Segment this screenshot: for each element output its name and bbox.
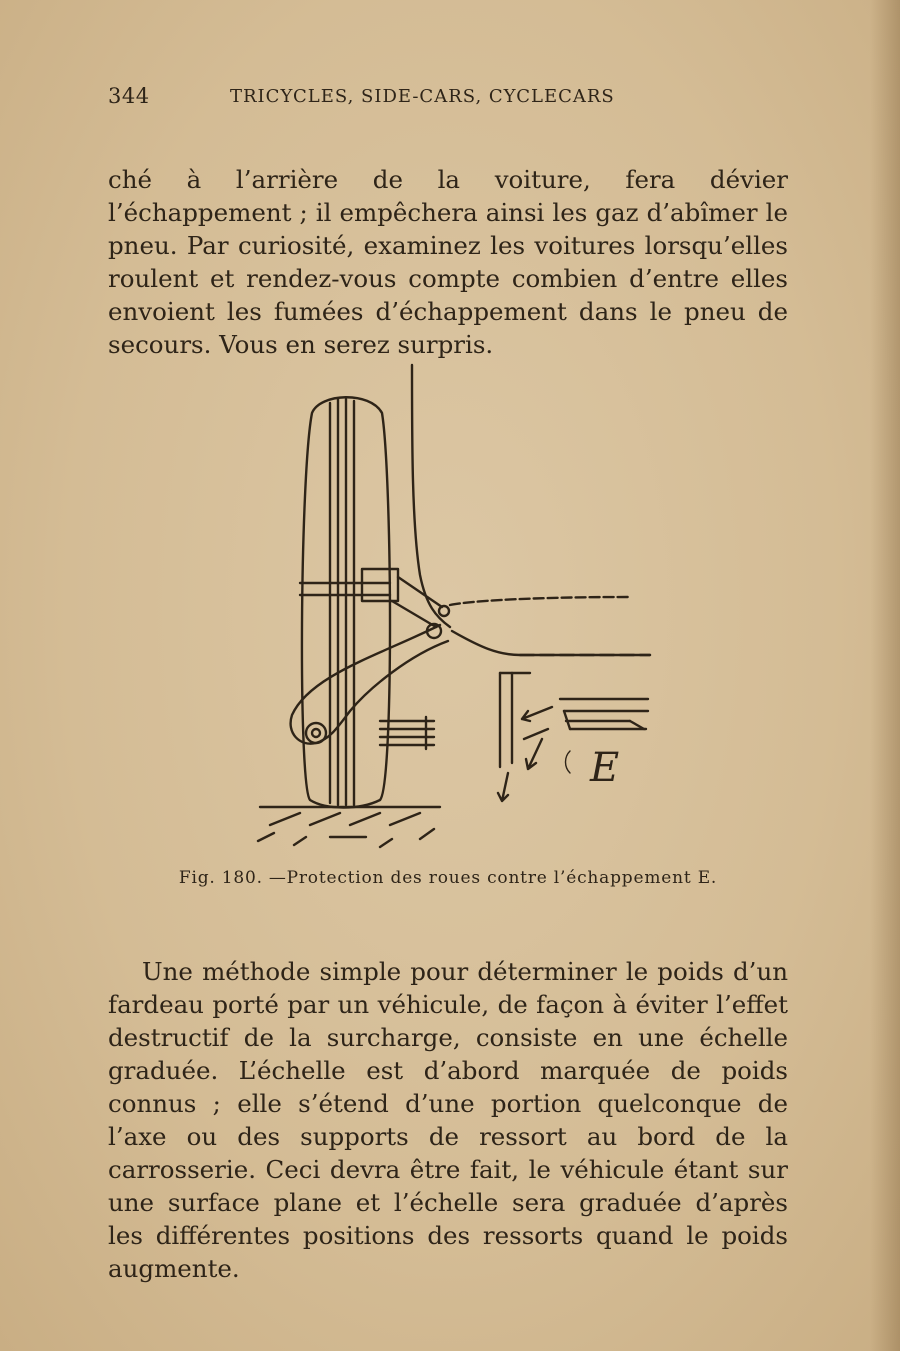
bracket-arm	[392, 577, 442, 627]
body-panel-line	[412, 365, 450, 627]
paragraph-1: ché à l’arrière de la voiture, fera dévier l’échappement ; il empêchera ainsi les gaz d’abîmer le pneu. Par curiosité, examinez les voitures lorsqu’elles roulent et rendez-vous compte combien d’entre elles envoient les fumées d’échappement dans le pneu de secours. Vous en serez surpris.	[108, 164, 788, 359]
figure-label: Fig. 180.	[178, 868, 263, 888]
figure-caption	[108, 868, 788, 888]
exhaust-protection-illustration	[230, 355, 670, 865]
flow-arrow-2	[524, 729, 548, 739]
figure-180	[230, 355, 670, 865]
flow-arrow-3	[526, 739, 542, 769]
paragraph-2: Une méthode simple pour déterminer le poids d’un fardeau porté par un véhicule, de façon à éviter l’effet destructif de la surcharge, consiste en une échelle graduée. L’échelle est d’abord marquée de poids connus ; elle s’étend d’une portion quelconque de l’axe ou des supports de ressort au bord de la carrosserie. Ceci devra être fait, le véhicule étant sur une surface plane et l’échelle sera graduée d’après les différentes positions des ressorts quand le poids augmente.	[108, 956, 788, 1283]
exhaust-pipe	[500, 673, 512, 767]
bracket-block	[362, 569, 398, 601]
deflector-pivot	[306, 723, 326, 743]
ground-hatch	[258, 813, 434, 847]
flow-arrow-4	[498, 773, 508, 801]
flow-arrow-1	[522, 707, 552, 721]
running-head: TRICYCLES, SIDE-CARS, CYCLECARS	[230, 86, 615, 107]
label-E: E	[590, 745, 620, 791]
deflector-curve	[291, 625, 448, 744]
figure-caption-text: —Protection des roues contre l’échappement E.	[268, 868, 718, 888]
page-edge-shadow	[870, 0, 900, 1351]
page-header	[108, 84, 788, 112]
floor-line	[452, 631, 650, 655]
body-underside	[450, 597, 630, 605]
page-number: 344	[108, 84, 150, 108]
